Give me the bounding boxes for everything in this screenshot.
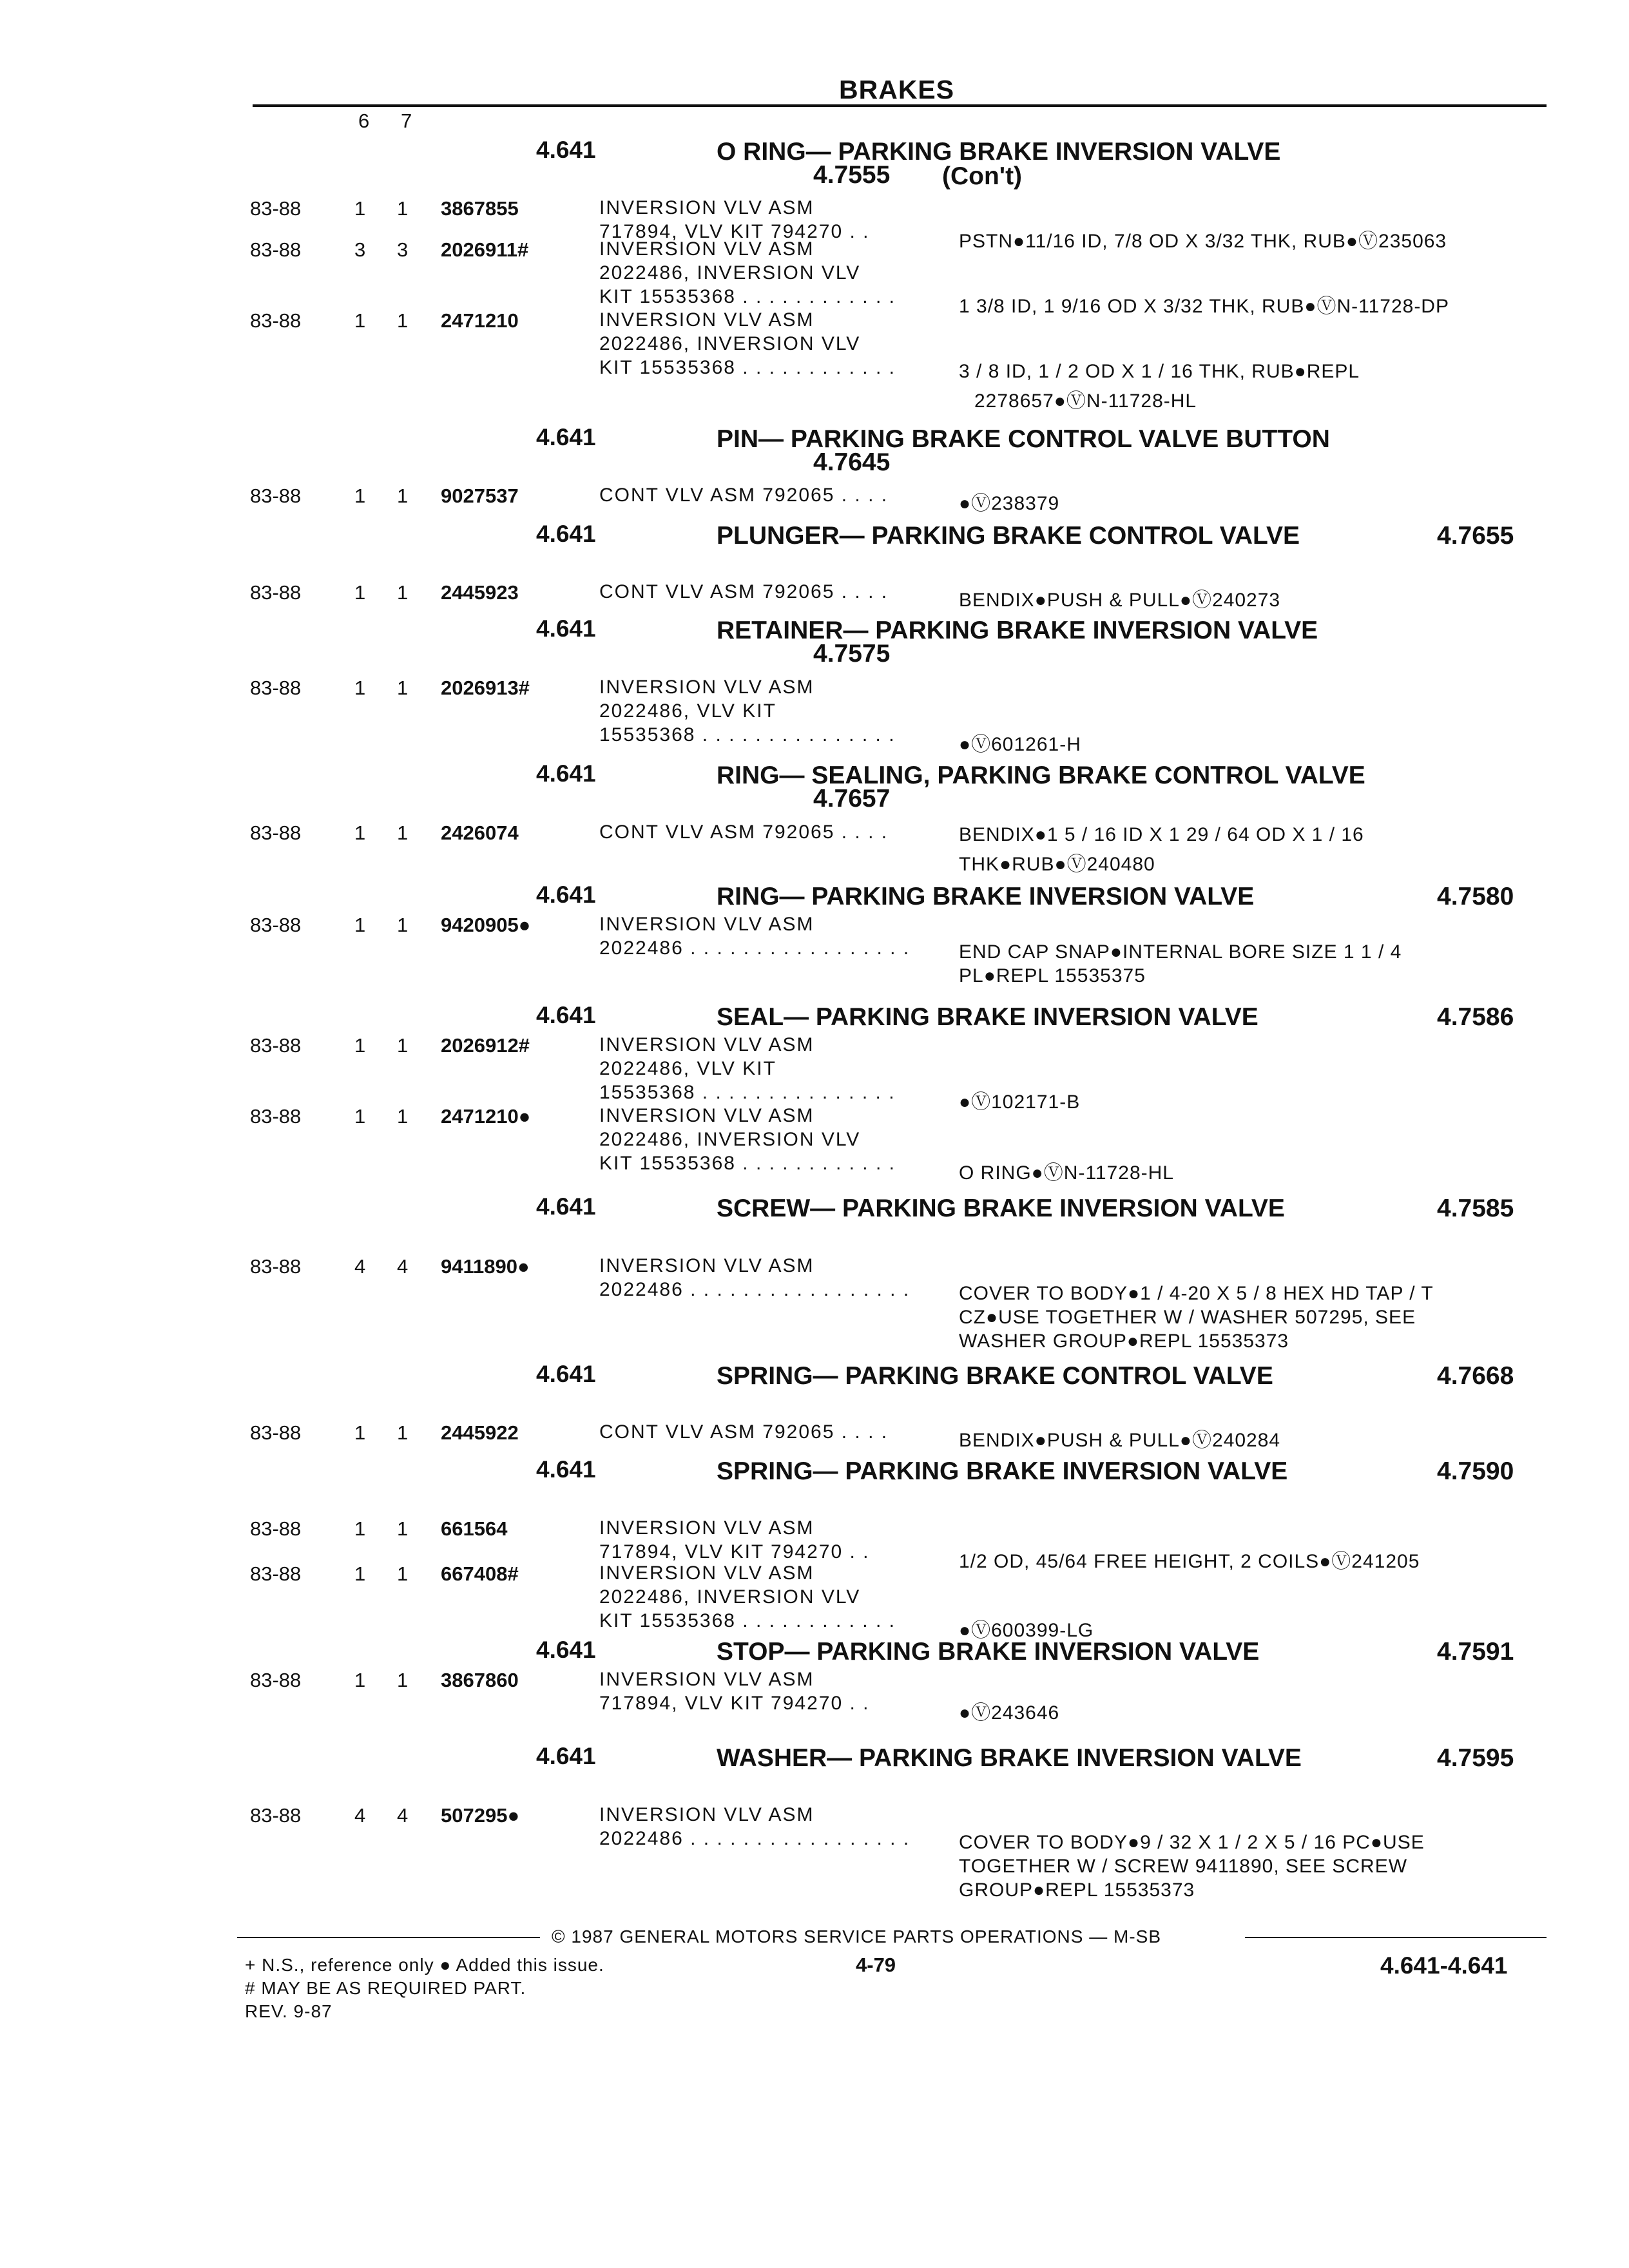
- qty-col6: 1: [354, 822, 366, 844]
- qty-col7: 1: [397, 309, 409, 332]
- qty-col6: 4: [354, 1804, 366, 1827]
- qty-col6: 1: [354, 485, 366, 507]
- part-number: 2471210: [441, 309, 519, 332]
- part-number: 507295●: [441, 1804, 520, 1827]
- model-years: 83-88: [250, 1804, 302, 1827]
- model-years: 83-88: [250, 1255, 302, 1278]
- qty-col7: 1: [397, 1421, 409, 1444]
- part-description: 2022486, INVERSION VLV: [599, 1586, 861, 1608]
- may-be-note: # MAY BE AS REQUIRED PART.: [245, 1978, 526, 1998]
- part-description: INVERSION VLV ASM: [599, 1517, 815, 1539]
- qty-col7: 1: [397, 1669, 409, 1691]
- part-description: CONT VLV ASM 792065 . . . .: [599, 822, 889, 843]
- model-years: 83-88: [250, 1105, 302, 1128]
- part-number: 2445922: [441, 1421, 519, 1444]
- qty-col6: 4: [354, 1255, 366, 1278]
- model-years: 83-88: [250, 238, 302, 261]
- part-note: BENDIX●PUSH & PULL●Ⓥ240284: [959, 1430, 1281, 1451]
- continued-label: (Con't): [942, 162, 1023, 190]
- model-years: 83-88: [250, 1562, 302, 1585]
- qty-col7: 1: [397, 581, 409, 604]
- model-years: 83-88: [250, 1034, 302, 1057]
- section-title: RETAINER— PARKING BRAKE INVERSION VALVE: [717, 617, 1318, 644]
- section-code: 4.7586: [1437, 1003, 1514, 1031]
- group-number: 4.641: [536, 137, 596, 163]
- part-note: 1/2 OD, 45/64 FREE HEIGHT, 2 COILS●Ⓥ241205: [959, 1551, 1420, 1572]
- group-number: 4.641: [536, 1002, 596, 1028]
- part-number: 3867855: [441, 197, 519, 220]
- part-number: 9411890●: [441, 1255, 530, 1278]
- part-note: COVER TO BODY●9 / 32 X 1 / 2 X 5 / 16 PC●USE: [959, 1832, 1425, 1853]
- model-years: 83-88: [250, 581, 302, 604]
- part-description: INVERSION VLV ASM: [599, 677, 815, 698]
- part-description: INVERSION VLV ASM: [599, 1562, 815, 1584]
- footer-rule-left: [237, 1937, 540, 1938]
- section-code: 4.7591: [1437, 1638, 1514, 1666]
- part-description: 15535368 . . . . . . . . . . . . . . .: [599, 1082, 896, 1103]
- part-description: 2022486, INVERSION VLV: [599, 1129, 861, 1150]
- page-number: 4-79: [856, 1954, 896, 1976]
- part-number: 3867860: [441, 1669, 519, 1691]
- part-description: 2022486, INVERSION VLV: [599, 262, 861, 284]
- model-years: 83-88: [250, 197, 302, 220]
- part-note: PSTN●11/16 ID, 7/8 OD X 3/32 THK, RUB●Ⓥ235063: [959, 231, 1447, 252]
- section-code: 4.7575: [813, 640, 891, 668]
- qty-col7: 4: [397, 1804, 409, 1827]
- group-number: 4.641: [536, 615, 596, 642]
- part-description: CONT VLV ASM 792065 . . . .: [599, 1421, 889, 1443]
- section-code: 4.7585: [1437, 1195, 1514, 1222]
- part-note: END CAP SNAP●INTERNAL BORE SIZE 1 1 / 4: [959, 941, 1402, 963]
- qty-col7: 1: [397, 1562, 409, 1585]
- qty-col6: 1: [354, 1105, 366, 1128]
- qty-col6: 1: [354, 677, 366, 699]
- part-description: 717894, VLV KIT 794270 . .: [599, 1693, 870, 1714]
- part-note: ●Ⓥ600399-LG: [959, 1620, 1094, 1641]
- column-header-6: 6: [358, 110, 370, 132]
- group-number: 4.641: [536, 1193, 596, 1220]
- part-note: ●Ⓥ238379: [959, 493, 1060, 514]
- part-description: 2022486 . . . . . . . . . . . . . . . . .: [599, 1828, 911, 1849]
- part-description: INVERSION VLV ASM: [599, 914, 815, 935]
- part-description: 717894, VLV KIT 794270 . .: [599, 221, 870, 242]
- part-number: 2426074: [441, 822, 519, 844]
- part-note: 1 3/8 ID, 1 9/16 OD X 3/32 THK, RUB●ⓋN-11728-DP: [959, 296, 1449, 317]
- model-years: 83-88: [250, 677, 302, 699]
- section-title: SCREW— PARKING BRAKE INVERSION VALVE: [717, 1195, 1285, 1222]
- qty-col6: 1: [354, 1034, 366, 1057]
- section-code: 4.7555: [813, 161, 891, 189]
- part-description: KIT 15535368 . . . . . . . . . . . .: [599, 1610, 896, 1631]
- section-code: 4.7645: [813, 448, 891, 476]
- qty-col7: 1: [397, 1034, 409, 1057]
- section-title: SPRING— PARKING BRAKE CONTROL VALVE: [717, 1362, 1273, 1390]
- revision: REV. 9-87: [245, 2001, 333, 2021]
- part-note: O RING●ⓋN-11728-HL: [959, 1162, 1174, 1184]
- group-number: 4.641: [536, 760, 596, 787]
- part-description: 717894, VLV KIT 794270 . .: [599, 1541, 870, 1562]
- part-note: 3 / 8 ID, 1 / 2 OD X 1 / 16 THK, RUB●REPL: [959, 361, 1360, 382]
- model-years: 83-88: [250, 1421, 302, 1444]
- page-title: BRAKES: [839, 75, 955, 104]
- qty-col7: 1: [397, 822, 409, 844]
- part-number: 2026911#: [441, 238, 529, 261]
- qty-col7: 1: [397, 1105, 409, 1128]
- part-number: 2026913#: [441, 677, 530, 699]
- section-code: 4.7595: [1437, 1744, 1514, 1772]
- part-note: ●Ⓥ601261-H: [959, 734, 1081, 755]
- section-title: RING— SEALING, PARKING BRAKE CONTROL VALVE: [717, 762, 1365, 789]
- part-description: CONT VLV ASM 792065 . . . .: [599, 581, 889, 602]
- section-title: WASHER— PARKING BRAKE INVERSION VALVE: [717, 1744, 1302, 1772]
- part-number: 667408#: [441, 1562, 519, 1585]
- section-title: STOP— PARKING BRAKE INVERSION VALVE: [717, 1638, 1260, 1666]
- group-number: 4.641: [536, 424, 596, 450]
- part-description: INVERSION VLV ASM: [599, 1804, 815, 1825]
- part-number: 661564: [441, 1517, 508, 1540]
- part-description: INVERSION VLV ASM: [599, 1255, 815, 1276]
- column-header-7: 7: [401, 110, 412, 132]
- part-description: INVERSION VLV ASM: [599, 1669, 815, 1690]
- qty-col6: 1: [354, 1421, 366, 1444]
- model-years: 83-88: [250, 309, 302, 332]
- part-number: 9420905●: [441, 914, 531, 936]
- section-title: SPRING— PARKING BRAKE INVERSION VALVE: [717, 1457, 1288, 1485]
- qty-col7: 1: [397, 914, 409, 936]
- qty-col7: 1: [397, 677, 409, 699]
- section-code: 4.7590: [1437, 1457, 1514, 1485]
- group-number: 4.641: [536, 1637, 596, 1663]
- part-number: 2445923: [441, 581, 519, 604]
- part-description: 2022486 . . . . . . . . . . . . . . . . .: [599, 1279, 911, 1300]
- part-note: BENDIX●1 5 / 16 ID X 1 29 / 64 OD X 1 / 16: [959, 824, 1364, 845]
- part-number: 2026912#: [441, 1034, 530, 1057]
- part-note: 2278657●ⓋN-11728-HL: [974, 390, 1197, 412]
- model-years: 83-88: [250, 822, 302, 844]
- qty-col6: 1: [354, 309, 366, 332]
- group-number: 4.641: [536, 1361, 596, 1387]
- section-title: SEAL— PARKING BRAKE INVERSION VALVE: [717, 1003, 1258, 1031]
- qty-col7: 3: [397, 238, 409, 261]
- section-code: 4.7668: [1437, 1362, 1514, 1390]
- copyright-line: © 1987 GENERAL MOTORS SERVICE PARTS OPERATIONS — M-SB: [552, 1927, 1162, 1946]
- part-note: PL●REPL 15535375: [959, 965, 1146, 986]
- part-description: INVERSION VLV ASM: [599, 197, 815, 218]
- part-description: INVERSION VLV ASM: [599, 309, 815, 331]
- qty-col6: 3: [354, 238, 366, 261]
- part-description: KIT 15535368 . . . . . . . . . . . .: [599, 286, 896, 307]
- part-description: INVERSION VLV ASM: [599, 1105, 815, 1126]
- group-number: 4.641: [536, 521, 596, 547]
- part-note: WASHER GROUP●REPL 15535373: [959, 1331, 1289, 1352]
- part-note: CZ●USE TOGETHER W / WASHER 507295, SEE: [959, 1307, 1416, 1328]
- qty-col6: 1: [354, 1669, 366, 1691]
- qty-col6: 1: [354, 914, 366, 936]
- qty-col7: 4: [397, 1255, 409, 1278]
- part-number: 9027537: [441, 485, 519, 507]
- section-code: 4.7580: [1437, 883, 1514, 910]
- part-description: CONT VLV ASM 792065 . . . .: [599, 485, 889, 506]
- qty-col6: 1: [354, 1517, 366, 1540]
- group-number: 4.641: [536, 1743, 596, 1769]
- part-number: 2471210●: [441, 1105, 531, 1128]
- qty-col7: 1: [397, 485, 409, 507]
- part-note: ●Ⓥ243646: [959, 1702, 1060, 1724]
- ns-note: + N.S., reference only ● Added this issue.: [245, 1955, 604, 1975]
- part-description: 2022486, VLV KIT: [599, 700, 776, 722]
- footer-rule-right: [1245, 1937, 1547, 1938]
- part-note: THK●RUB●Ⓥ240480: [959, 854, 1155, 875]
- part-description: 2022486 . . . . . . . . . . . . . . . . .: [599, 937, 911, 959]
- part-description: INVERSION VLV ASM: [599, 238, 815, 260]
- section-title: PIN— PARKING BRAKE CONTROL VALVE BUTTON: [717, 425, 1330, 453]
- qty-col7: 1: [397, 1517, 409, 1540]
- qty-col6: 1: [354, 581, 366, 604]
- part-description: INVERSION VLV ASM: [599, 1034, 815, 1055]
- section-title: RING— PARKING BRAKE INVERSION VALVE: [717, 883, 1255, 910]
- header-rule: [253, 104, 1547, 107]
- section-title: O RING— PARKING BRAKE INVERSION VALVE: [717, 138, 1281, 166]
- model-years: 83-88: [250, 1517, 302, 1540]
- part-description: KIT 15535368 . . . . . . . . . . . .: [599, 1153, 896, 1174]
- model-years: 83-88: [250, 914, 302, 936]
- part-description: 15535368 . . . . . . . . . . . . . . .: [599, 724, 896, 745]
- part-description: 2022486, VLV KIT: [599, 1058, 776, 1079]
- part-note: BENDIX●PUSH & PULL●Ⓥ240273: [959, 590, 1281, 611]
- part-note: ●Ⓥ102171-B: [959, 1091, 1081, 1113]
- part-note: TOGETHER W / SCREW 9411890, SEE SCREW: [959, 1856, 1408, 1877]
- page-range: 4.641-4.641: [1380, 1952, 1508, 1979]
- part-note: COVER TO BODY●1 / 4-20 X 5 / 8 HEX HD TAP / T: [959, 1283, 1434, 1304]
- section-code: 4.7655: [1437, 522, 1514, 550]
- qty-col6: 1: [354, 197, 366, 220]
- qty-col7: 1: [397, 197, 409, 220]
- qty-col6: 1: [354, 1562, 366, 1585]
- group-number: 4.641: [536, 881, 596, 908]
- part-description: 2022486, INVERSION VLV: [599, 333, 861, 354]
- part-description: KIT 15535368 . . . . . . . . . . . .: [599, 357, 896, 378]
- group-number: 4.641: [536, 1456, 596, 1483]
- model-years: 83-88: [250, 1669, 302, 1691]
- part-note: GROUP●REPL 15535373: [959, 1879, 1195, 1901]
- model-years: 83-88: [250, 485, 302, 507]
- section-title: PLUNGER— PARKING BRAKE CONTROL VALVE: [717, 522, 1300, 550]
- section-code: 4.7657: [813, 785, 891, 812]
